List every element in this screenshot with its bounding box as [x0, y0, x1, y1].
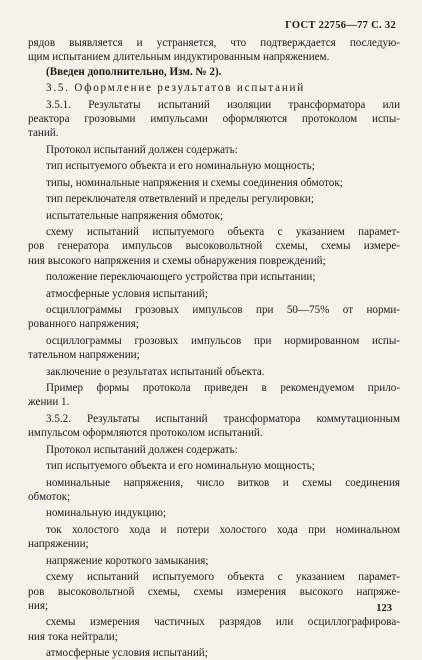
text-line: 3.5. Оформление результатов испытаний: [46, 82, 306, 95]
text-line: тательном напряжении;: [28, 349, 140, 362]
text-line: обмоток;: [28, 490, 71, 503]
text-line: атмосферные условия испытаний;: [46, 647, 208, 660]
text-line: Протокол испытаний должен содержать:: [46, 443, 238, 456]
text-line: заключение о результатах испытаний объекта.: [46, 365, 265, 378]
document-body: [28, 36, 400, 660]
text-line: ров генератора импульсов высоковольтной схемы, схемы измере-: [28, 240, 400, 253]
page-number: 123: [376, 603, 392, 614]
text-line: рованного напряжения;: [28, 318, 139, 331]
text-line: рядов выявляется и устраняется, что подтверждается последую-: [28, 37, 400, 49]
text-line: Протокол испытаний должен содержать:: [46, 143, 238, 156]
text-line: напряжение короткого замыкания;: [46, 554, 209, 567]
text-line: осциллограммы грозовых импульсов при 50—75% от норми-: [46, 304, 400, 317]
text-line: ния;: [28, 599, 49, 612]
text-line: типы, номинальные напряжения и схемы соединения обмоток;: [46, 176, 343, 189]
text-line: осциллограммы грозовых импульсов при нормированном испы-: [46, 334, 400, 347]
text-line: атмосферные условия испытаний;: [46, 287, 208, 300]
text-line: (Введен дополнительно, Изм. № 2).: [46, 65, 222, 78]
text-line: схему испытаний испытуемого объекта с указанием парамет-: [46, 571, 400, 584]
text-line: номинальные напряжения, число витков и схемы соединения: [46, 476, 400, 489]
text-line: ния тока нейтрали;: [28, 630, 118, 643]
text-line: жении 1.: [28, 396, 70, 409]
text-line: ток холостого хода и потери холостого хода при номинальном: [46, 523, 400, 536]
text-line: положение переключающего устройства при испытании;: [46, 271, 316, 284]
text-line: 3.5.2. Результаты испытаний трансформатора коммутационным: [46, 412, 400, 425]
text-line: напряжении;: [28, 538, 89, 551]
text-line: Пример формы протокола приведен в рекомендуемом прило-: [46, 382, 400, 395]
page-header: ГОСТ 22756—77 С. 32: [285, 20, 396, 31]
text-line: тип испытуемого объекта и его номинальную мощность;: [46, 460, 315, 473]
text-line: номинальную индукцию;: [46, 507, 167, 520]
text-line: испытательные напряжения обмоток;: [46, 209, 224, 222]
text-line: ния высокого напряжения и схемы обнаружения повреждений;: [28, 254, 326, 267]
text-line: тип переключателя ответвлений и пределы регулировки;: [46, 193, 314, 206]
text-line: реактора грозовыми импульсами оформляются протоколом испы-: [28, 112, 400, 125]
text-line: таний.: [28, 127, 59, 140]
text-line: схему испытаний испытуемого объекта с указанием парамет-: [46, 226, 400, 239]
text-line: импульсом оформляются протоколом испытаний.: [28, 427, 263, 440]
text-line: щим испытанием длительным индуктированным напряжением.: [28, 51, 330, 64]
text-line: ров высоковольтной схемы, схемы измерения высокого напряже-: [28, 585, 400, 598]
text-line: тип испытуемого объекта и его номинальную мощность;: [46, 160, 315, 173]
text-line: схемы измерения частичных разрядов или осциллографирова-: [46, 616, 400, 629]
text-line: 3.5.1. Результаты испытаний изоляции трансформатора или: [46, 98, 400, 111]
